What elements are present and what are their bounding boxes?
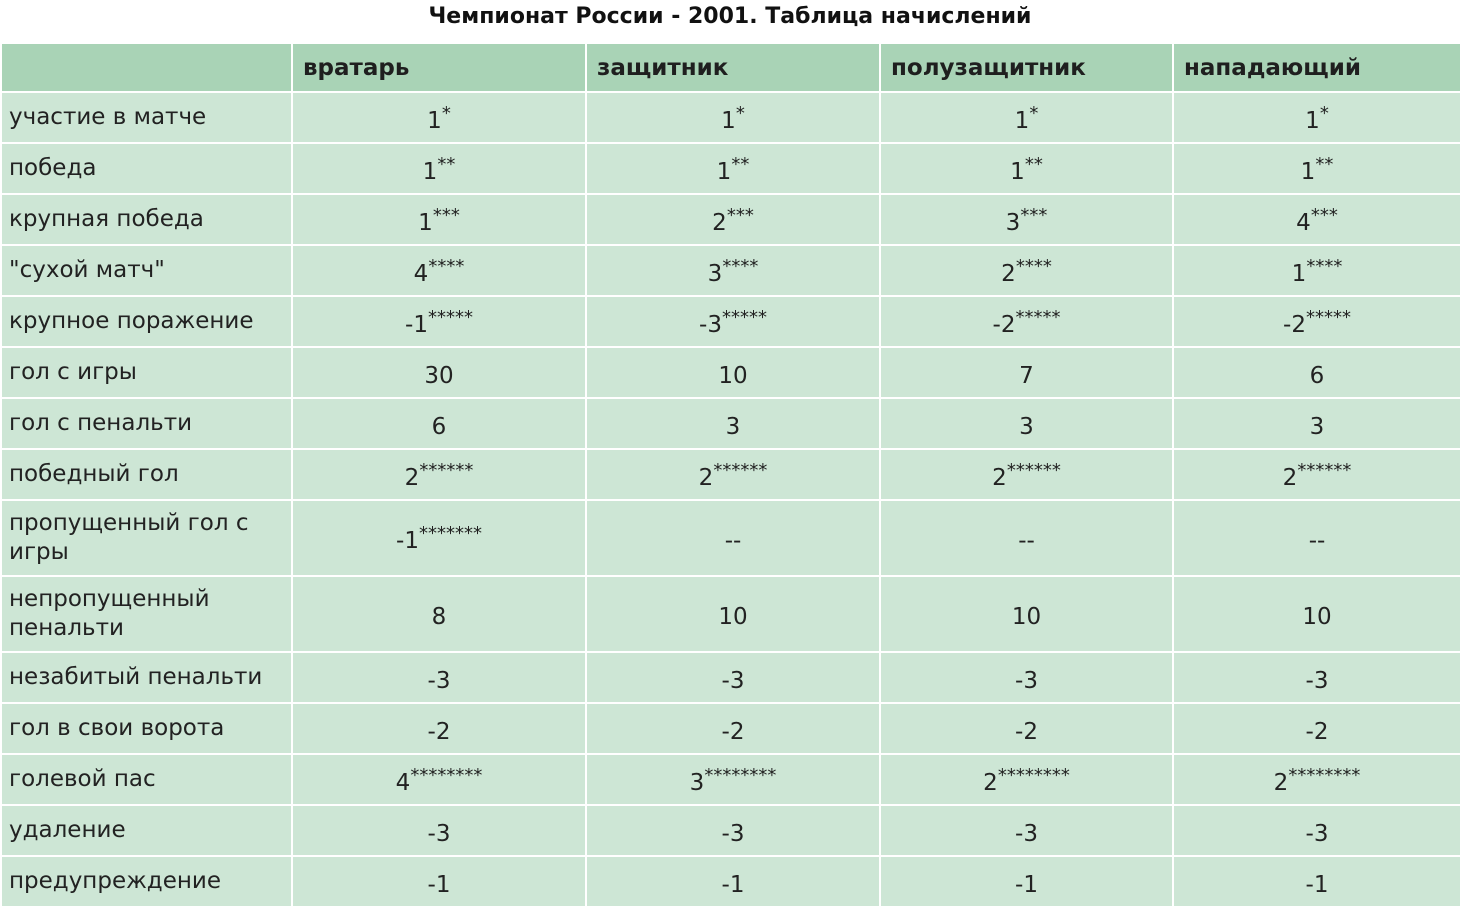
- cell-value: 2: [983, 769, 998, 796]
- table-cell: [880, 703, 1173, 754]
- footnote-marker: ***: [1310, 204, 1338, 226]
- footnote-marker: ******: [713, 459, 768, 481]
- table-row: [1, 652, 1460, 703]
- cell-value: 1: [422, 158, 438, 185]
- table-cell: [1173, 805, 1460, 856]
- cell-value: 10: [718, 604, 748, 630]
- table-cell: [1173, 347, 1460, 398]
- footnote-marker: ******: [419, 459, 474, 481]
- cell-value: 10: [1302, 604, 1332, 630]
- table-row: [1, 398, 1460, 449]
- cell-value: 4: [395, 769, 411, 796]
- footnote-marker: ******: [1297, 459, 1352, 481]
- footnote-marker: ********: [410, 764, 483, 786]
- table-cell: [880, 500, 1173, 576]
- cell-value: 7: [1019, 362, 1034, 389]
- footnote-marker: ********: [1288, 764, 1361, 786]
- table-cell: [292, 194, 586, 245]
- column-header-goalkeeper: вратарь: [292, 43, 586, 92]
- table-row: [1, 576, 1460, 652]
- table-cell: [880, 576, 1173, 652]
- footnote-marker: ****: [722, 255, 759, 277]
- cell-value: 10: [1011, 604, 1042, 630]
- cell-value: -3: [427, 820, 451, 847]
- row-label: пропущенный гол с игры: [1, 500, 292, 576]
- column-header-defender: защитник: [586, 43, 880, 92]
- table-cell: [880, 856, 1173, 907]
- cell-value: 10: [718, 362, 748, 389]
- row-label: гол с игры: [1, 347, 292, 398]
- row-label: голевой пас: [1, 754, 292, 805]
- table-cell: [586, 652, 880, 703]
- table-cell: [880, 143, 1173, 194]
- table-cell: [1173, 92, 1460, 143]
- table-cell: [880, 296, 1173, 347]
- footnote-marker: ******: [1006, 459, 1061, 481]
- cell-value: -3: [1305, 667, 1329, 694]
- cell-value: 6: [431, 413, 447, 440]
- table-cell: [292, 703, 586, 754]
- footnote-marker: ***: [432, 204, 460, 226]
- table-cell: [292, 245, 586, 296]
- table-cell: [586, 856, 880, 907]
- table-cell: [586, 143, 880, 194]
- footnote-marker: *****: [1015, 306, 1061, 328]
- row-label: незабитый пенальти: [1, 652, 292, 703]
- footnote-marker: ****: [1306, 255, 1343, 277]
- table-cell: [586, 296, 880, 347]
- cell-value: -3: [699, 311, 722, 338]
- cell-value: -2: [721, 718, 745, 745]
- table-row: [1, 296, 1460, 347]
- cell-value: -2: [427, 718, 451, 745]
- table-cell: [1173, 194, 1460, 245]
- table-cell: [586, 805, 880, 856]
- table-cell: [880, 194, 1173, 245]
- cell-value: -3: [721, 667, 745, 694]
- cell-value: 1: [427, 107, 442, 134]
- table-cell: [1173, 856, 1460, 907]
- column-header-forward: нападающий: [1173, 43, 1460, 92]
- table-row: [1, 754, 1460, 805]
- footnote-marker: **: [437, 153, 456, 175]
- table-cell: [880, 347, 1173, 398]
- cell-value: 1: [1300, 158, 1316, 185]
- table-cell: [880, 652, 1173, 703]
- cell-value: -3: [1015, 820, 1038, 847]
- cell-value: -3: [427, 667, 451, 694]
- cell-value: 4: [1296, 209, 1311, 236]
- footnote-marker: *****: [427, 306, 473, 328]
- table-cell: [586, 449, 880, 500]
- cell-value: -2: [1305, 718, 1329, 745]
- table-row: [1, 245, 1460, 296]
- row-label: победа: [1, 143, 292, 194]
- table-cell: [586, 245, 880, 296]
- cell-value: -1: [405, 311, 428, 338]
- table-row: [1, 856, 1460, 907]
- cell-value: 3: [689, 769, 705, 796]
- cell-value: 1: [721, 107, 736, 134]
- table-cell: [1173, 143, 1460, 194]
- cell-value: -1: [1305, 871, 1329, 898]
- table-cell: [586, 347, 880, 398]
- footnote-marker: **: [731, 153, 750, 175]
- table-cell: [1173, 576, 1460, 652]
- cell-value: 1: [1014, 107, 1030, 134]
- footnote-marker: *: [1029, 102, 1039, 124]
- table-cell: [292, 143, 586, 194]
- table-cell: [1173, 652, 1460, 703]
- cell-value: -2: [992, 311, 1016, 338]
- table-cell: [586, 703, 880, 754]
- table-cell: [292, 500, 586, 576]
- row-label: победный гол: [1, 449, 292, 500]
- table-cell: [292, 347, 586, 398]
- cell-value: -1: [1015, 871, 1038, 898]
- cell-value: 3: [1019, 413, 1034, 440]
- row-label: крупное поражение: [1, 296, 292, 347]
- cell-value: 30: [424, 362, 454, 389]
- table-row: [1, 805, 1460, 856]
- cell-value: 2: [1001, 260, 1016, 287]
- table-cell: [292, 92, 586, 143]
- cell-value: 3: [1005, 209, 1021, 236]
- cell-value: 3: [707, 260, 723, 287]
- cell-value: 1: [1010, 158, 1025, 185]
- table-cell: [292, 856, 586, 907]
- cell-value: 2: [1273, 769, 1289, 796]
- row-label: гол с пенальти: [1, 398, 292, 449]
- footnote-marker: **: [1024, 153, 1043, 175]
- table-cell: [1173, 245, 1460, 296]
- table-cell: [880, 805, 1173, 856]
- cell-value: 2: [992, 464, 1007, 491]
- table-cell: [292, 805, 586, 856]
- table-row: [1, 143, 1460, 194]
- table-cell: [1173, 754, 1460, 805]
- footnote-marker: ***: [726, 204, 754, 226]
- footnote-marker: *****: [721, 306, 767, 328]
- cell-value: 2: [404, 464, 420, 491]
- cell-value: --: [724, 528, 742, 554]
- footnote-marker: *: [735, 102, 745, 124]
- footnote-marker: ****: [1015, 255, 1052, 277]
- table-cell: [292, 449, 586, 500]
- table-cell: [292, 576, 586, 652]
- cell-value: 3: [1309, 413, 1325, 440]
- table-cell: [1173, 500, 1460, 576]
- footnote-marker: **: [1315, 153, 1334, 175]
- table-cell: [880, 449, 1173, 500]
- row-label: участие в матче: [1, 92, 292, 143]
- cell-value: 2: [712, 209, 727, 236]
- cell-value: -2: [1015, 718, 1038, 745]
- table-cell: [880, 398, 1173, 449]
- cell-value: 3: [725, 413, 741, 440]
- cell-value: 1: [1291, 260, 1307, 287]
- footnote-marker: *****: [1305, 306, 1351, 328]
- cell-value: -2: [1283, 311, 1306, 338]
- footnote-marker: ***: [1020, 204, 1048, 226]
- table-row: [1, 449, 1460, 500]
- table-row: [1, 92, 1460, 143]
- cell-value: 1: [1305, 107, 1320, 134]
- points-table: [0, 42, 1460, 908]
- table-cell: [1173, 398, 1460, 449]
- header-corner-cell: [1, 43, 292, 92]
- table-cell: [1173, 703, 1460, 754]
- footnote-marker: *: [1319, 102, 1329, 124]
- table-cell: [586, 398, 880, 449]
- cell-value: 1: [418, 209, 433, 236]
- table-row: [1, 703, 1460, 754]
- cell-value: -1: [427, 871, 451, 898]
- cell-value: -1: [721, 871, 745, 898]
- cell-value: --: [1308, 528, 1326, 554]
- cell-value: -3: [1015, 667, 1038, 694]
- table-cell: [1173, 449, 1460, 500]
- cell-value: 1: [716, 158, 732, 185]
- table-cell: [292, 296, 586, 347]
- table-cell: [1173, 296, 1460, 347]
- footnote-marker: *: [441, 102, 451, 124]
- table-cell: [586, 576, 880, 652]
- table-cell: [292, 652, 586, 703]
- cell-value: 2: [698, 464, 714, 491]
- row-label: "сухой матч": [1, 245, 292, 296]
- header-row: [1, 43, 1460, 92]
- cell-value: 2: [1282, 464, 1298, 491]
- cell-value: 6: [1309, 362, 1325, 389]
- footnote-marker: ********: [704, 764, 777, 786]
- row-label: предупреждение: [1, 856, 292, 907]
- column-header-midfielder: полузащитник: [880, 43, 1173, 92]
- table-cell: [880, 92, 1173, 143]
- footnote-marker: *******: [418, 523, 482, 544]
- cell-value: -3: [721, 820, 745, 847]
- table-cell: [292, 398, 586, 449]
- table-cell: [586, 754, 880, 805]
- footnote-marker: ********: [997, 764, 1070, 786]
- page-title: Чемпионат России - 2001. Таблица начислений: [428, 4, 1032, 29]
- table-cell: [880, 245, 1173, 296]
- row-label: крупная победа: [1, 194, 292, 245]
- cell-value: 8: [431, 604, 447, 630]
- table-row: [1, 500, 1460, 576]
- row-label: непропущенный пенальти: [1, 576, 292, 652]
- table-row: [1, 194, 1460, 245]
- table-cell: [586, 500, 880, 576]
- table-cell: [586, 92, 880, 143]
- footnote-marker: ****: [428, 255, 465, 277]
- row-label: гол в свои ворота: [1, 703, 292, 754]
- cell-value: --: [1018, 528, 1035, 554]
- cell-value: -3: [1305, 820, 1329, 847]
- cell-value: 4: [413, 260, 429, 287]
- cell-value: -1: [396, 528, 419, 554]
- table-cell: [880, 754, 1173, 805]
- table-cell: [586, 194, 880, 245]
- table-row: [1, 347, 1460, 398]
- table-body: [1, 92, 1460, 907]
- row-label: удаление: [1, 805, 292, 856]
- table-cell: [292, 754, 586, 805]
